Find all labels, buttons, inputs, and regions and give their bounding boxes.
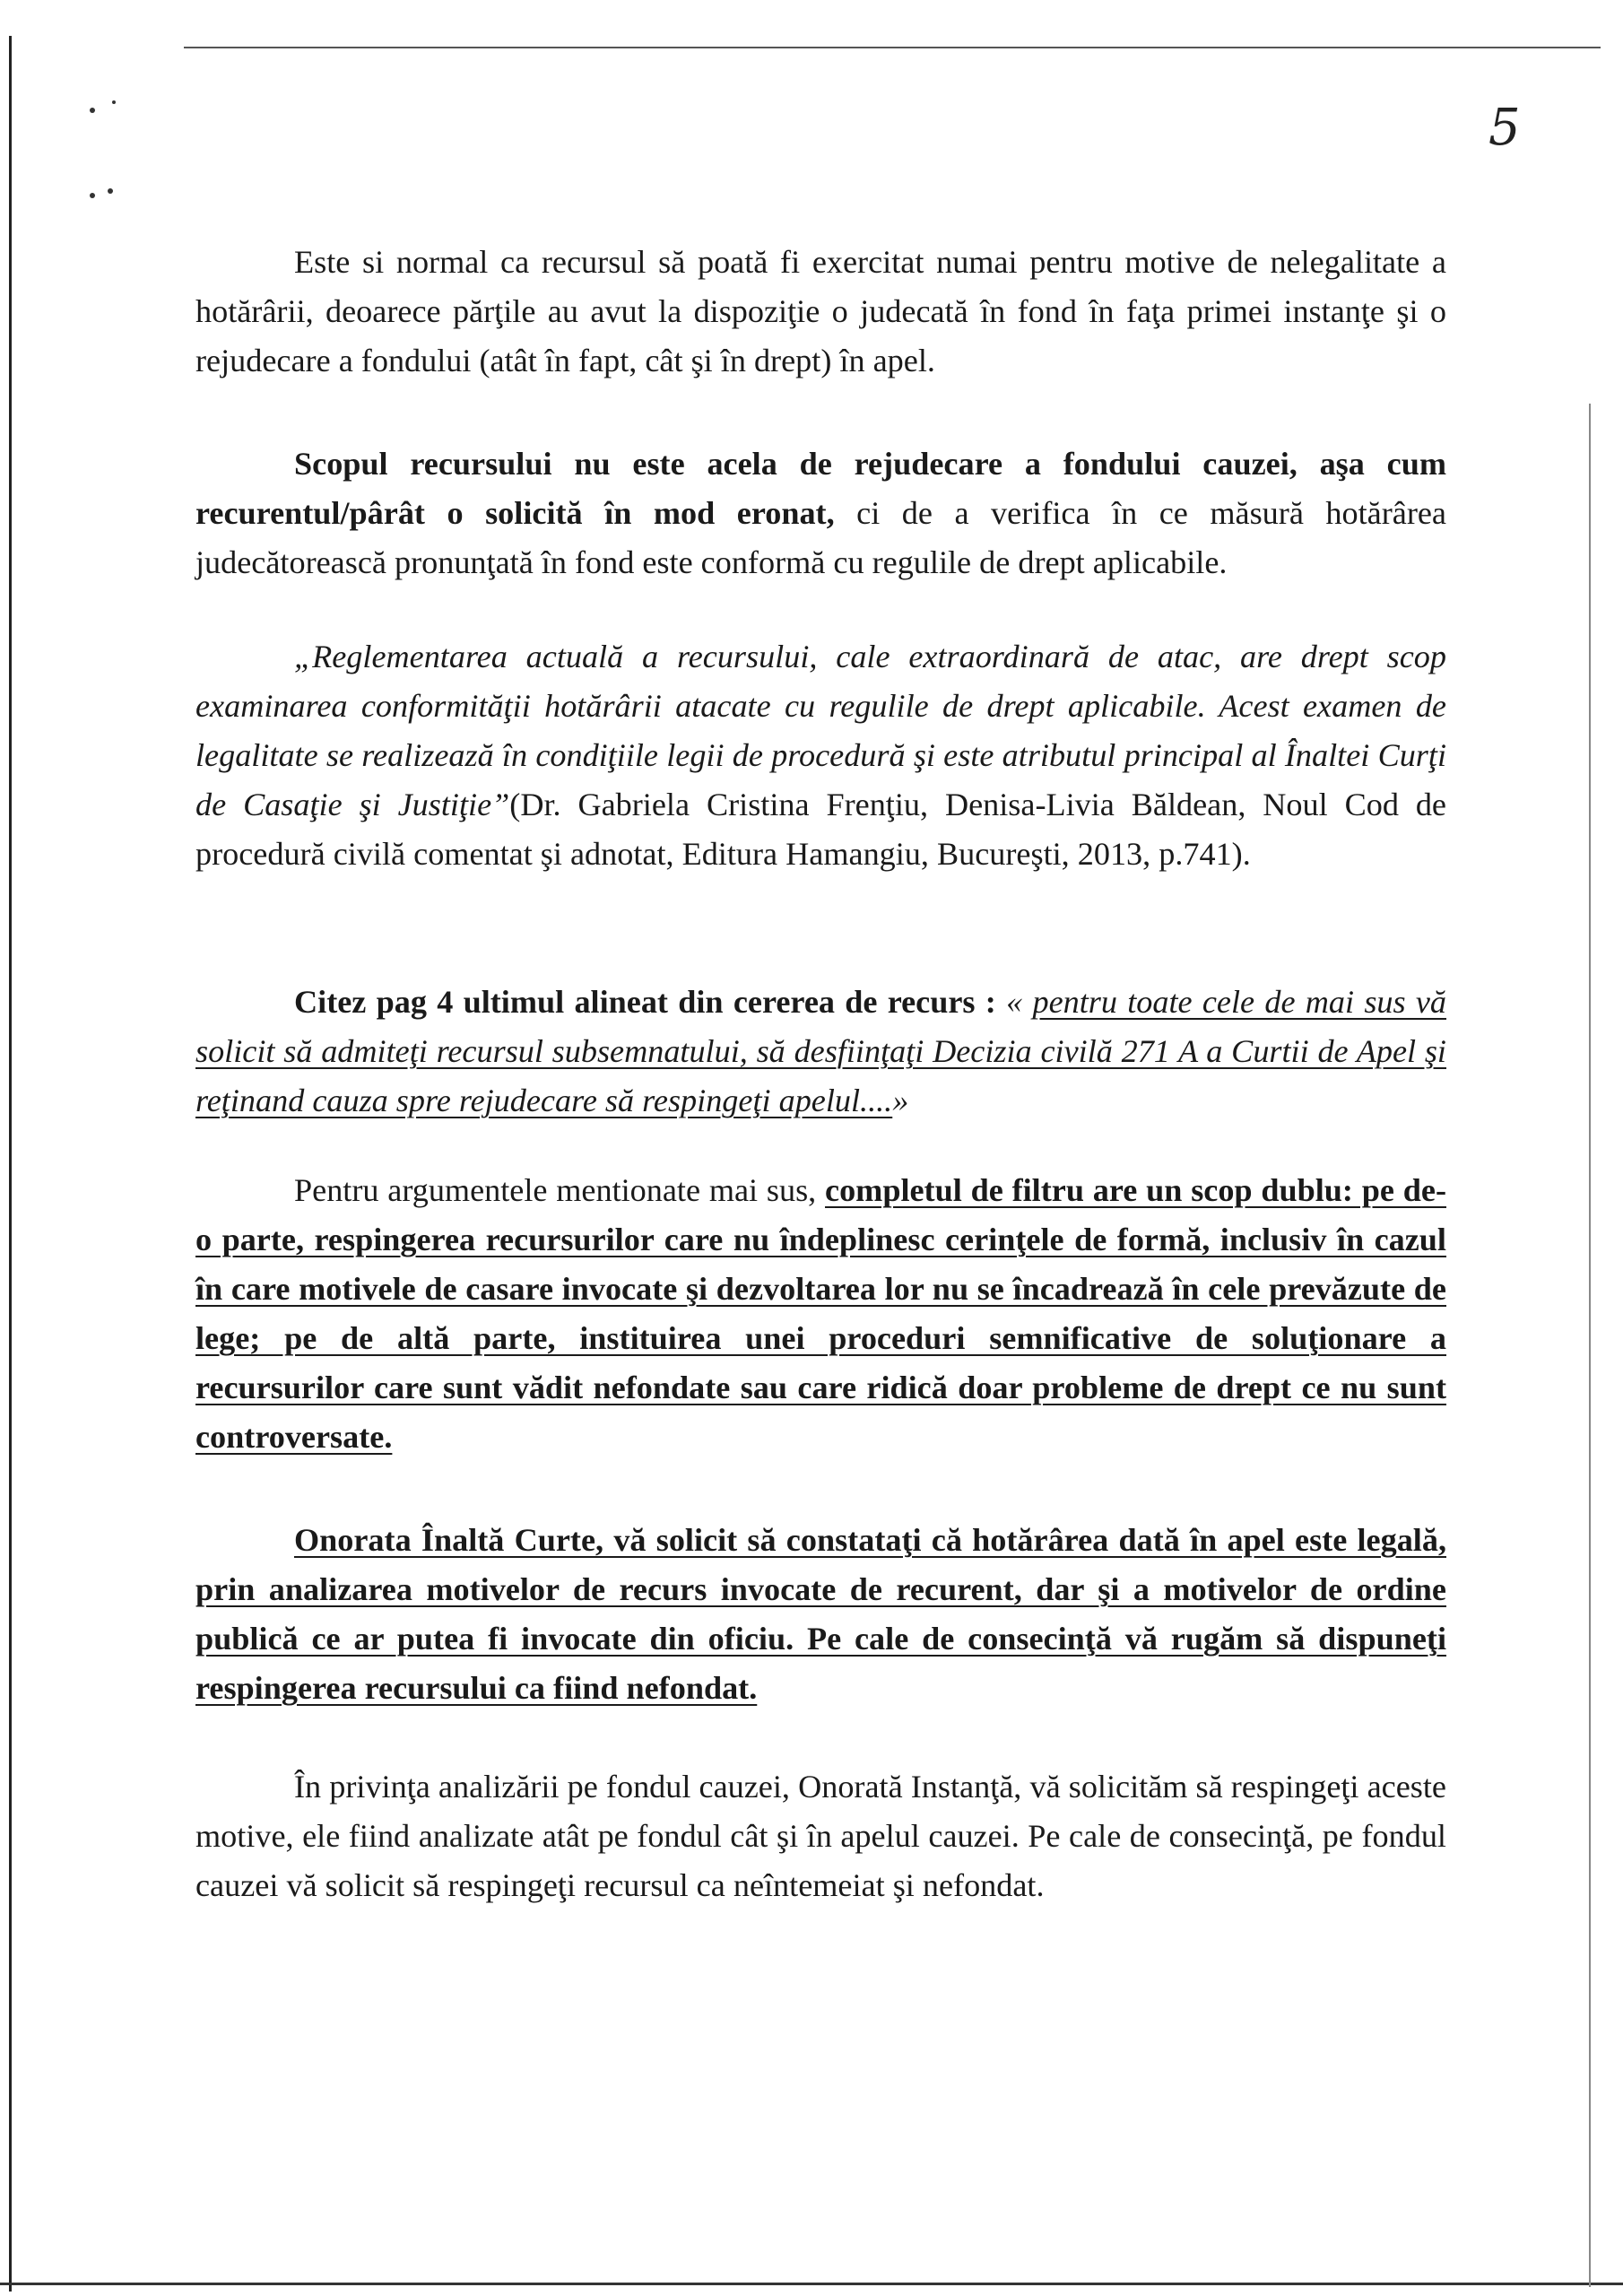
quote-close: » <box>892 1083 909 1118</box>
paragraph-citez <box>195 978 1446 1126</box>
emphasis-text: Citez pag 4 ultimul alineat din cererea de recurs : <box>294 984 996 1020</box>
paragraph-fondul-cauzei <box>195 1762 1446 1910</box>
bold-underlined-text: Onorata Înaltă Curte, vă solicit să constataţi că hotărârea dată în apel este legală, prin analizarea motivelor de recurs invocate de recurent, dar şi a motivelor de ordine publică ce ar putea fi invocate din oficiu. Pe cale de consecinţă vă rugăm să dispuneţi respingerea recursului ca fiind nefondat. <box>195 1522 1446 1706</box>
emphasis-text: Scopul recursului nu este acela de rejudecare a fondului cauzei, aşa cum recurentul/pârât o solicită în mod eronat, <box>195 446 1446 531</box>
scan-border-left <box>9 36 12 2292</box>
scan-speck <box>90 108 95 113</box>
underlined-quote: pentru toate cele de mai sus vă solicit să admiteţi recursul subsemnatului, să desfiinţaţi Decizia civilă 271 A a Curtii de Apel şi reţinand cauza spre rejudecare să respingeţi apelul.... <box>195 984 1447 1118</box>
scan-speck <box>90 193 95 198</box>
paragraph-text: ci de a verifica în ce măsură hotărârea judecătorească pronunţată în fond este conformă cu regulile de drept aplicabile. <box>195 495 1446 580</box>
paragraph-text: În privinţa analizării pe fondul cauzei, Onorată Instanţă, vă solicităm să respingeţi aceste motive, ele fiind analizate atât pe fondul cât şi în apelul cauzei. Pe cale de consecinţă, pe fondul cauzei vă solicit să respingeţi recursul ca neîntemeiat şi nefondat. <box>195 1769 1446 1903</box>
paragraph-completul-de-filtru <box>195 1166 1446 1462</box>
page-number: 5 <box>1488 99 1521 157</box>
bold-underlined-text: completul de filtru are un scop dublu: pe de-o parte, respingerea recursurilor care nu îndeplinesc cerinţele de formă, inclusiv în cazul în care motivele de casare invocate şi dezvoltarea lor nu se încadrează în cele prevăzute de lege; pe de altă parte, instituirea unei proceduri semnificative de soluţionare a recursurilor care sunt vădit nefondate sau care ridică doar probleme de drept ce nu sunt controversate. <box>195 1172 1446 1455</box>
paragraph-quotation <box>195 632 1446 879</box>
scan-border-right <box>1589 404 1591 2287</box>
paragraph-onorata-curte <box>195 1516 1446 1713</box>
scan-border-top <box>184 47 1601 48</box>
scan-speck <box>112 100 116 104</box>
citation: (Dr. Gabriela Cristina Frenţiu, Denisa-Livia Băldean, Noul Cod de procedură civilă comentat şi adnotat, Editura Hamangiu, Bucureşti, 2013, p.741). <box>195 787 1446 872</box>
scan-speck <box>108 188 113 194</box>
paragraph-recurs-nelegalitate <box>195 238 1446 386</box>
quote-open: « <box>995 984 1033 1020</box>
paragraph-scopul-recursului <box>195 439 1446 587</box>
paragraph-text: Este si normal ca recursul să poată fi exercitat numai pentru motive de nelegalitate a hotărârii, deoarece părţile au avut la dispoziţie o judecată în fond în faţa primei instanţe şi o rejudecare a fondului (atât în fapt, cât şi în drept) în apel. <box>195 244 1446 378</box>
quoted-text: „Reglementarea actuală a recursului, cale extraordinară de atac, are drept scop examinarea conformităţii hotărârii atacate cu regulile de drept aplicabile. Acest examen de legalitate se realizează în condiţiile legii de procedură şi este atributul principal al Înaltei Curţi de Casaţie şi Justiţie” <box>195 639 1446 822</box>
paragraph-text: Pentru argumentele mentionate mai sus, <box>294 1172 826 1208</box>
scan-border-bottom <box>0 2283 1623 2285</box>
